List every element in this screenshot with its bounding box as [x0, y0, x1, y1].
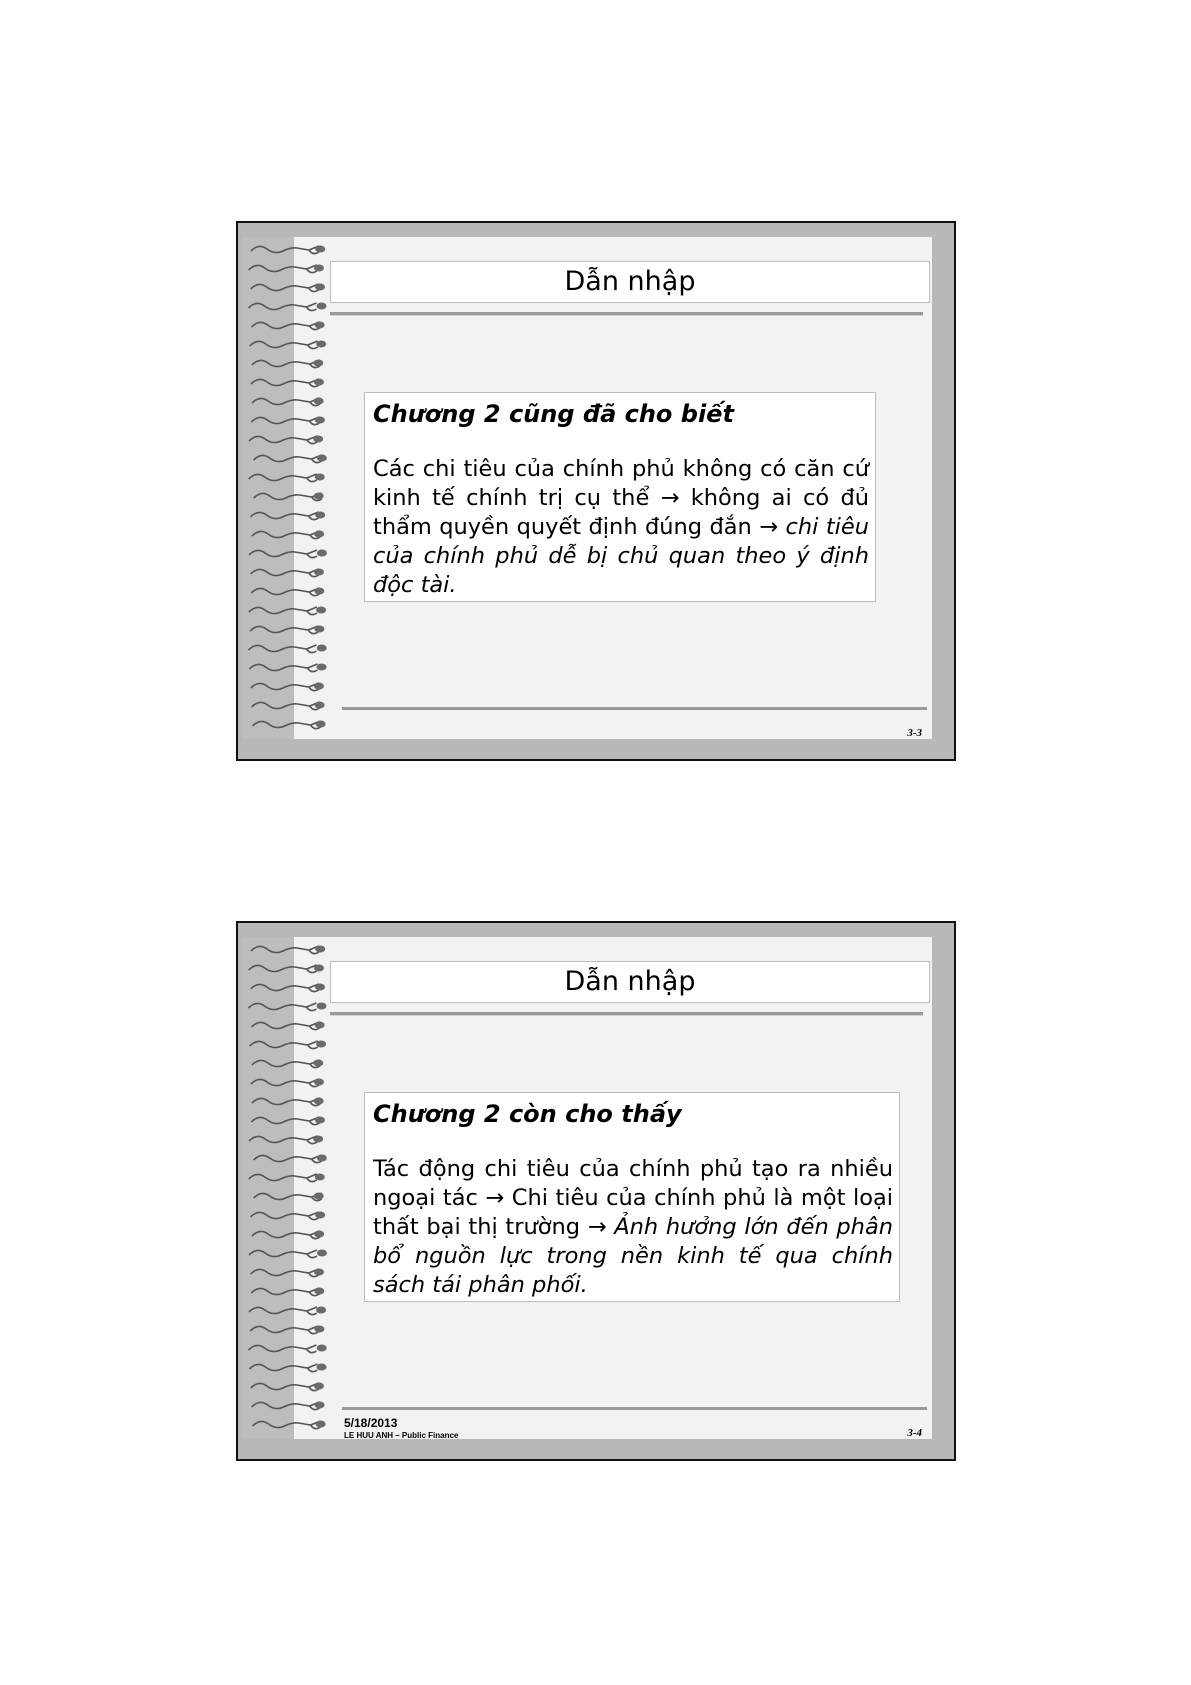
decorative-border-graphic [242, 937, 338, 1439]
footer-author: LE HUU ANH – Public Finance [344, 1431, 459, 1440]
title-underline-shadow [330, 315, 923, 316]
decorative-border-graphic [242, 237, 338, 739]
content-body [373, 1155, 893, 1300]
content-box [364, 1092, 900, 1302]
title-underline-shadow [330, 1015, 923, 1016]
content-body-italic: chi tiêu của chính phủ dễ bị chủ quan theo ý định độc tài. [373, 514, 869, 598]
slide-3-3 [236, 221, 956, 761]
content-body [373, 455, 869, 600]
content-heading: Chương 2 cũng đã cho biết [373, 400, 734, 428]
content-body-italic: Ảnh hưởng lớn đến phân bổ nguồn lực trong nền kinh tế qua chính sách tái phân phối. [373, 1214, 893, 1298]
slide-3-4 [236, 921, 956, 1461]
slide-canvas [242, 237, 932, 739]
footer-rule [342, 707, 927, 710]
page-number: 3-3 [907, 727, 922, 739]
content-body-plain: Các chi tiêu của chính phủ không có căn cứ kinh tế chính trị cụ thể → không ai có đủ thẩm quyền quyết định đúng đắn → [373, 456, 869, 540]
content-heading: Chương 2 còn cho thấy [373, 1100, 682, 1128]
slide-canvas [242, 937, 932, 1439]
footer-date: 5/18/2013 [344, 1416, 398, 1430]
slide-title: Dẫn nhập [330, 261, 930, 303]
footer-rule [342, 1407, 927, 1410]
slide-title: Dẫn nhập [330, 961, 930, 1003]
content-box [364, 392, 876, 602]
page-number: 3-4 [907, 1427, 922, 1439]
content-body-plain: Tác động chi tiêu của chính phủ tạo ra nhiều ngoại tác → Chi tiêu của chính phủ là một loại thất bại thị trường → [373, 1156, 893, 1240]
